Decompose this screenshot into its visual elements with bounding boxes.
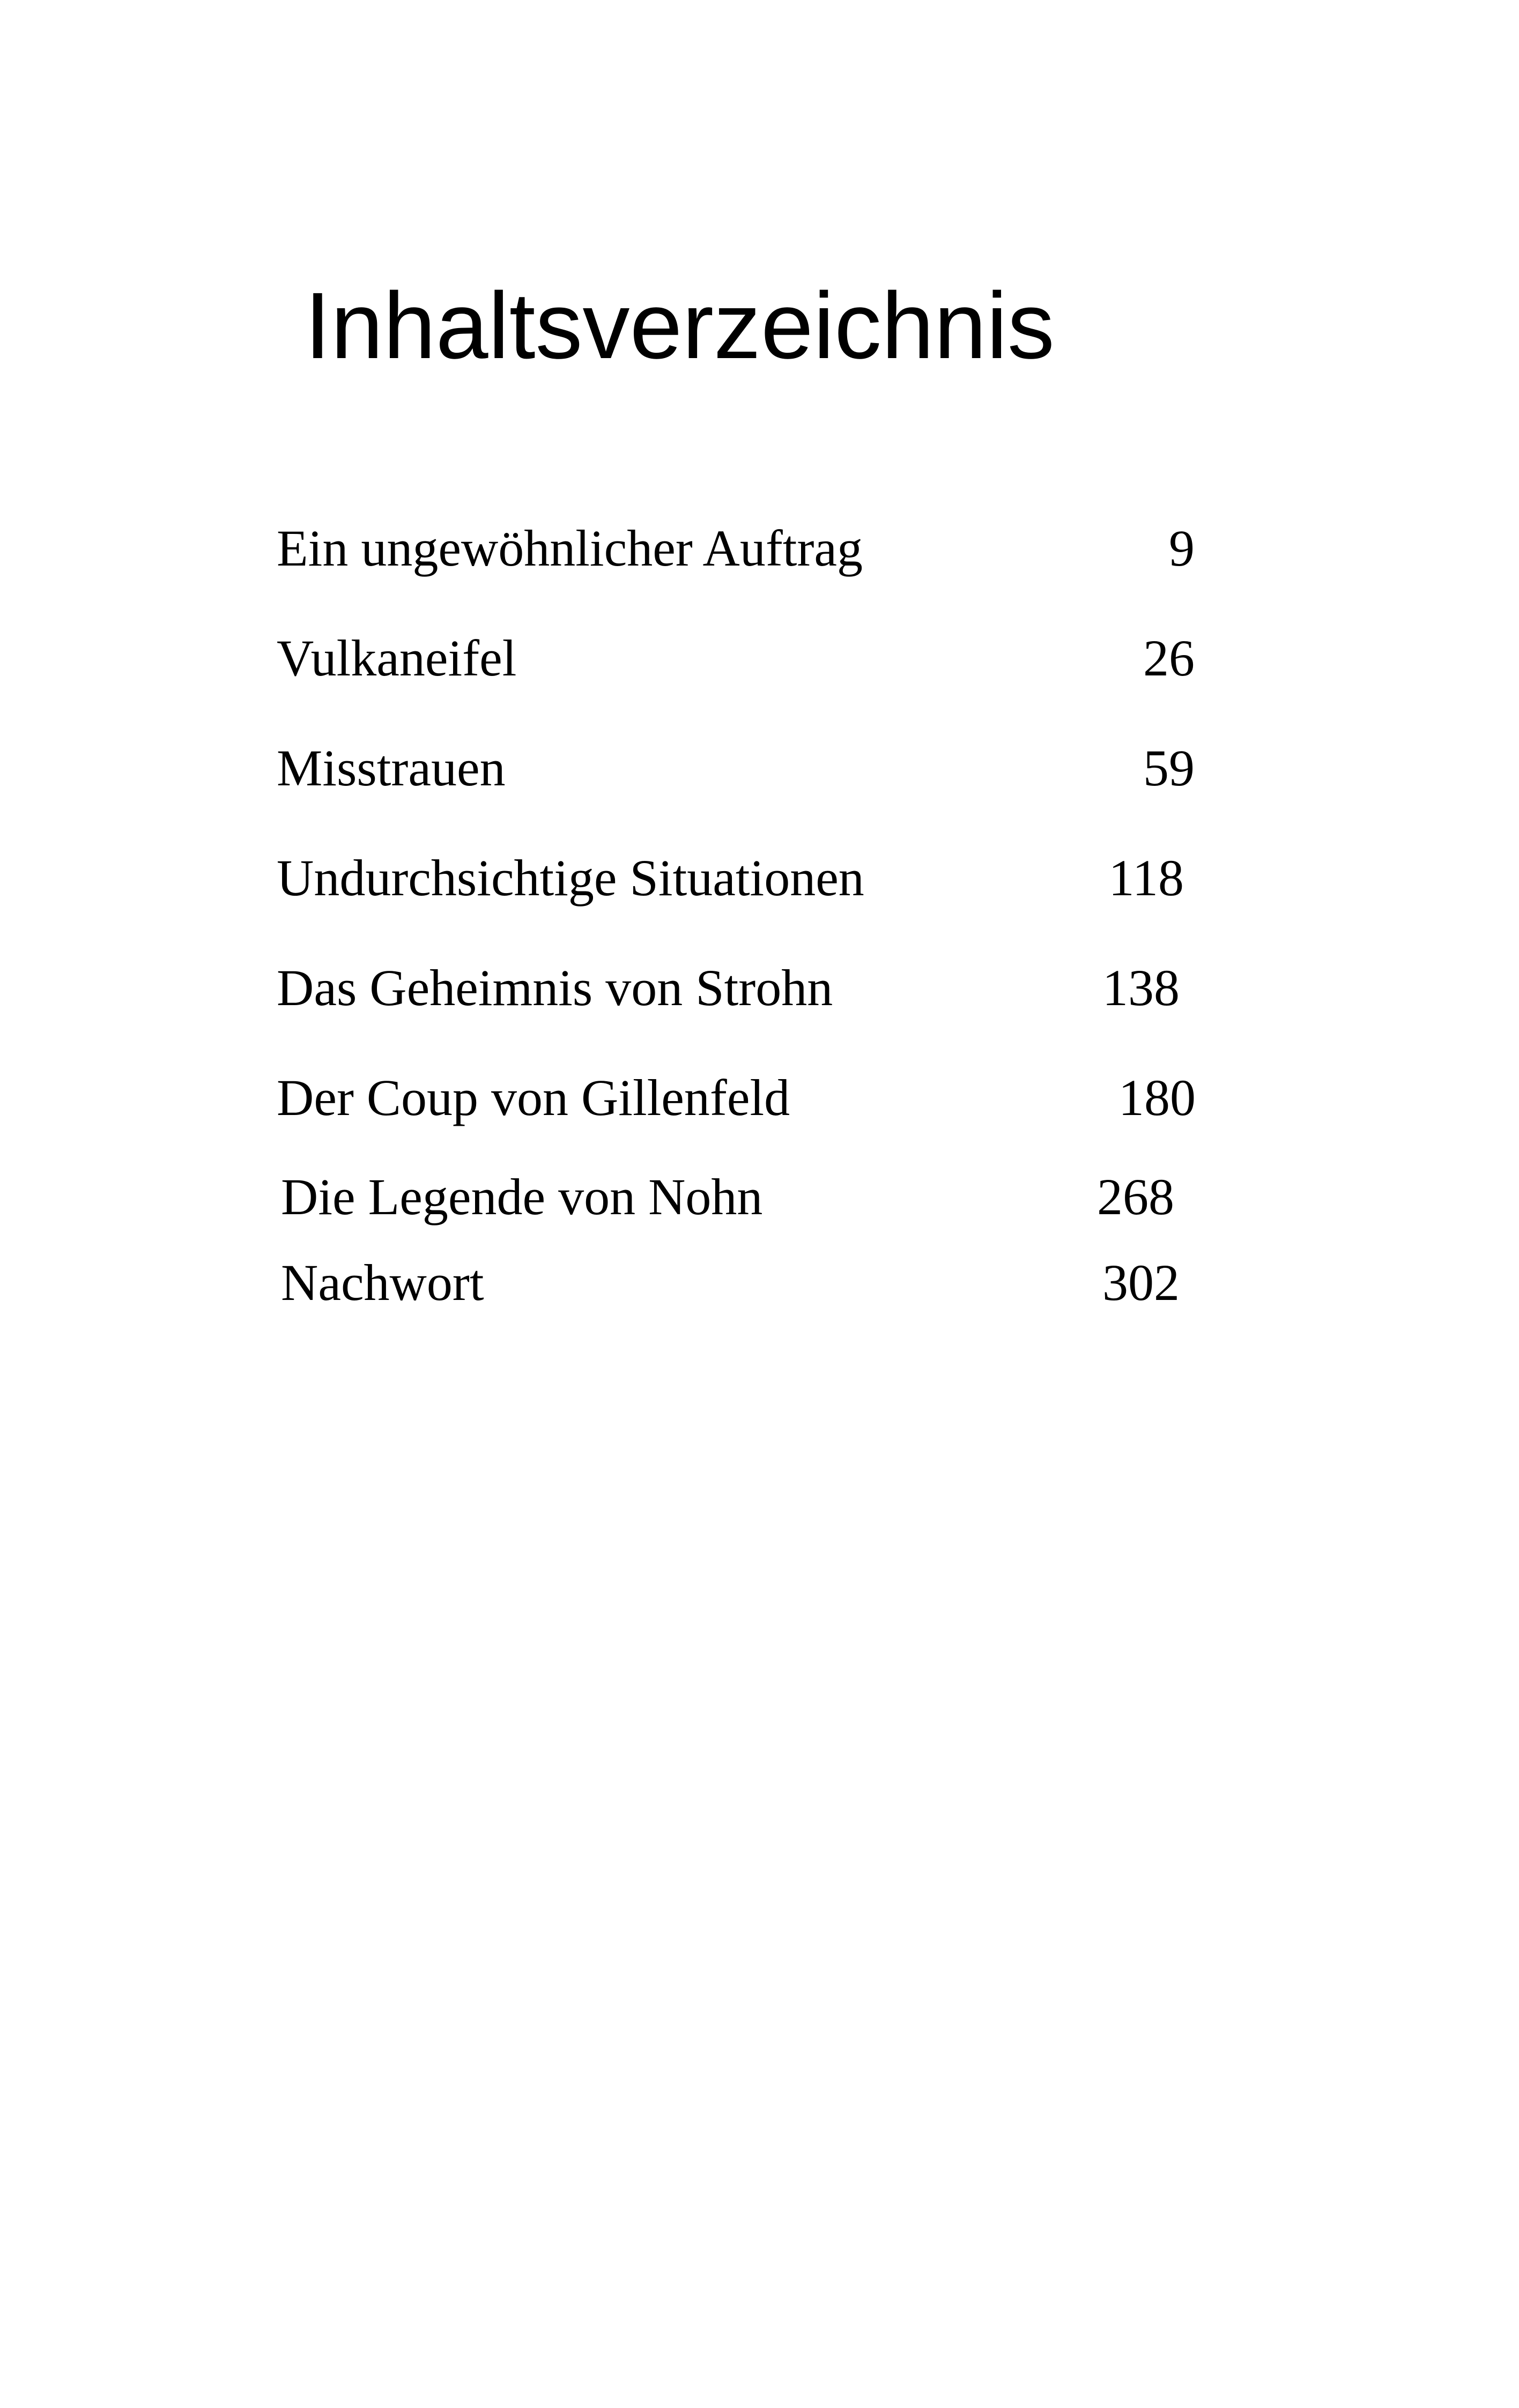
toc-entry-page-number: 26: [1143, 629, 1195, 687]
toc-entry-page-number: 302: [1102, 1254, 1180, 1311]
toc-entry-page-number: 138: [1102, 959, 1180, 1016]
toc-entry: [277, 519, 1195, 592]
toc-entry-page-number: 118: [1108, 849, 1184, 906]
toc-entry-page-number: 59: [1143, 739, 1195, 797]
toc-entry: [277, 849, 1188, 922]
toc-entry-title: Der Coup von Gillenfeld: [277, 1069, 790, 1126]
toc-entry: [277, 629, 1195, 702]
toc-entry-title: Die Legende von Nohn: [281, 1168, 763, 1225]
toc-entry: [281, 1254, 1192, 1327]
toc-entry-title: Ein ungewöhnlicher Auftrag: [277, 519, 863, 577]
toc-entry-title: Vulkaneifel: [277, 629, 517, 687]
toc-entry-page-number: 180: [1118, 1069, 1196, 1126]
toc-entry: [277, 739, 1195, 812]
toc-entry: [281, 1168, 1192, 1241]
toc-entry: [277, 959, 1188, 1032]
toc-entry-title: Undurchsichtige Situationen: [277, 849, 864, 906]
toc-entry-title: Misstrauen: [277, 739, 506, 797]
toc-entry-title: Nachwort: [281, 1254, 484, 1311]
toc-entry: [277, 1069, 1196, 1142]
toc-entry-page-number: 268: [1097, 1168, 1174, 1225]
toc-entry-title: Das Geheimnis von Strohn: [277, 959, 833, 1016]
toc-entry-page-number: 9: [1169, 519, 1195, 577]
toc-heading: Inhaltsverzeichnis: [305, 273, 1055, 378]
